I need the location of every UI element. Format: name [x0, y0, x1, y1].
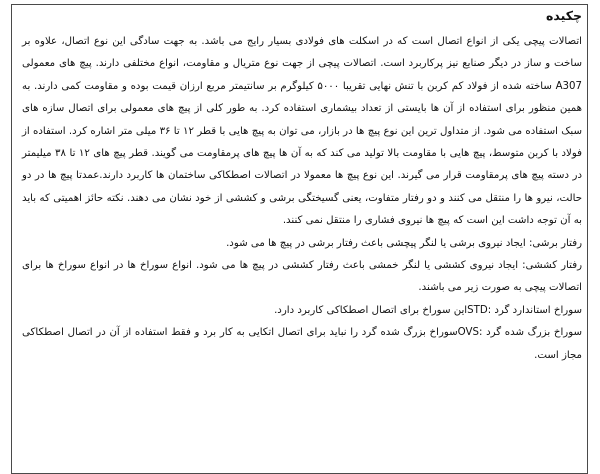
main-paragraph: اتصالات پیچی یکی از انواع اتصال است که در اسکلت های فولادی بسیار رایج می باشد. به جهت سادگی این نوع اتصال، علاوه بر ساخت و ساز در دیگر صنایع نیز پرکاربرد است. اتصالات پیچی از جهت نوع متریال و مقاومت، انواع مختلفی دارند. پیچ های معمولی A307 ساخته شده از فولاد کم کربن با تنش نهایی تقریبا ۵۰۰۰ کیلوگرم بر سانتیمتر مربع ارزان قیمت بوده و مقاومت کمی دارند. به همین منظور برای استفاده از آن ها بایستی از تعداد بیشماری استفاده کرد. به طور کلی از پیچ های معمولی برای اتصال سازه های سبک استفاده می شود. از متداول ترین این نوع پیچ ها در بازار، می توان به پیچ هایی با قطر ۱۲ تا ۳۶ میلی متر اشاره کرد. استفاده از فولاد با کربن متوسط، پیچ هایی با مقاومت بالا تولید می کند که به آن ها پیچ های پرمقاومت می گویند. قطر پیچ های ۱۲ تا ۳۸ میلیمتر در دسته پیچ های پرمقاومت قرار می گیرند. این نوع پیچ ها معمولا در اتصالات اصطکاکی ساختمان ها کاربرد دارند.عمدتا پیچ ها در دو حالت، نیرو ها را منتقل می کنند و دو رفتار متفاوت، یعنی گسیختگی برشی و کششی از خود نشان می دهند. نکته حائز اهمیتی که باید به آن توجه داشت این است که پیچ ها نیروی فشاری را منتقل نمی کنند.: [22, 36, 582, 227]
tension-behavior-paragraph: رفتار کششی: ایجاد نیروی کششی یا لنگر خمشی باعث رفتار کششی در پیچ ها می شود. انواع سوراخ ها در انواع سوراخ ها برای اتصالات پیچی به صورت زیر می باشند.: [22, 260, 582, 294]
abstract-heading: چکیده: [546, 8, 582, 23]
shear-behavior-line: رفتار برشی: ایجاد نیروی برشی یا لنگر پیچشی باعث رفتار برشی در پیچ ها می شود.: [226, 237, 582, 249]
ovs-hole-paragraph: سوراخ بزرگ شده گرد :OVSسوراخ بزرگ شده گرد را نباید برای اتصال اتکایی به کار برد و فقط استفاده از آن در اتصال اصطکاکی مجاز است.: [22, 327, 582, 361]
abstract-section: [22, 7, 582, 367]
std-hole-line: سوراخ استاندارد گرد :STDاین سوراخ برای اتصال اصطکاکی کاربرد دارد.: [274, 304, 582, 316]
